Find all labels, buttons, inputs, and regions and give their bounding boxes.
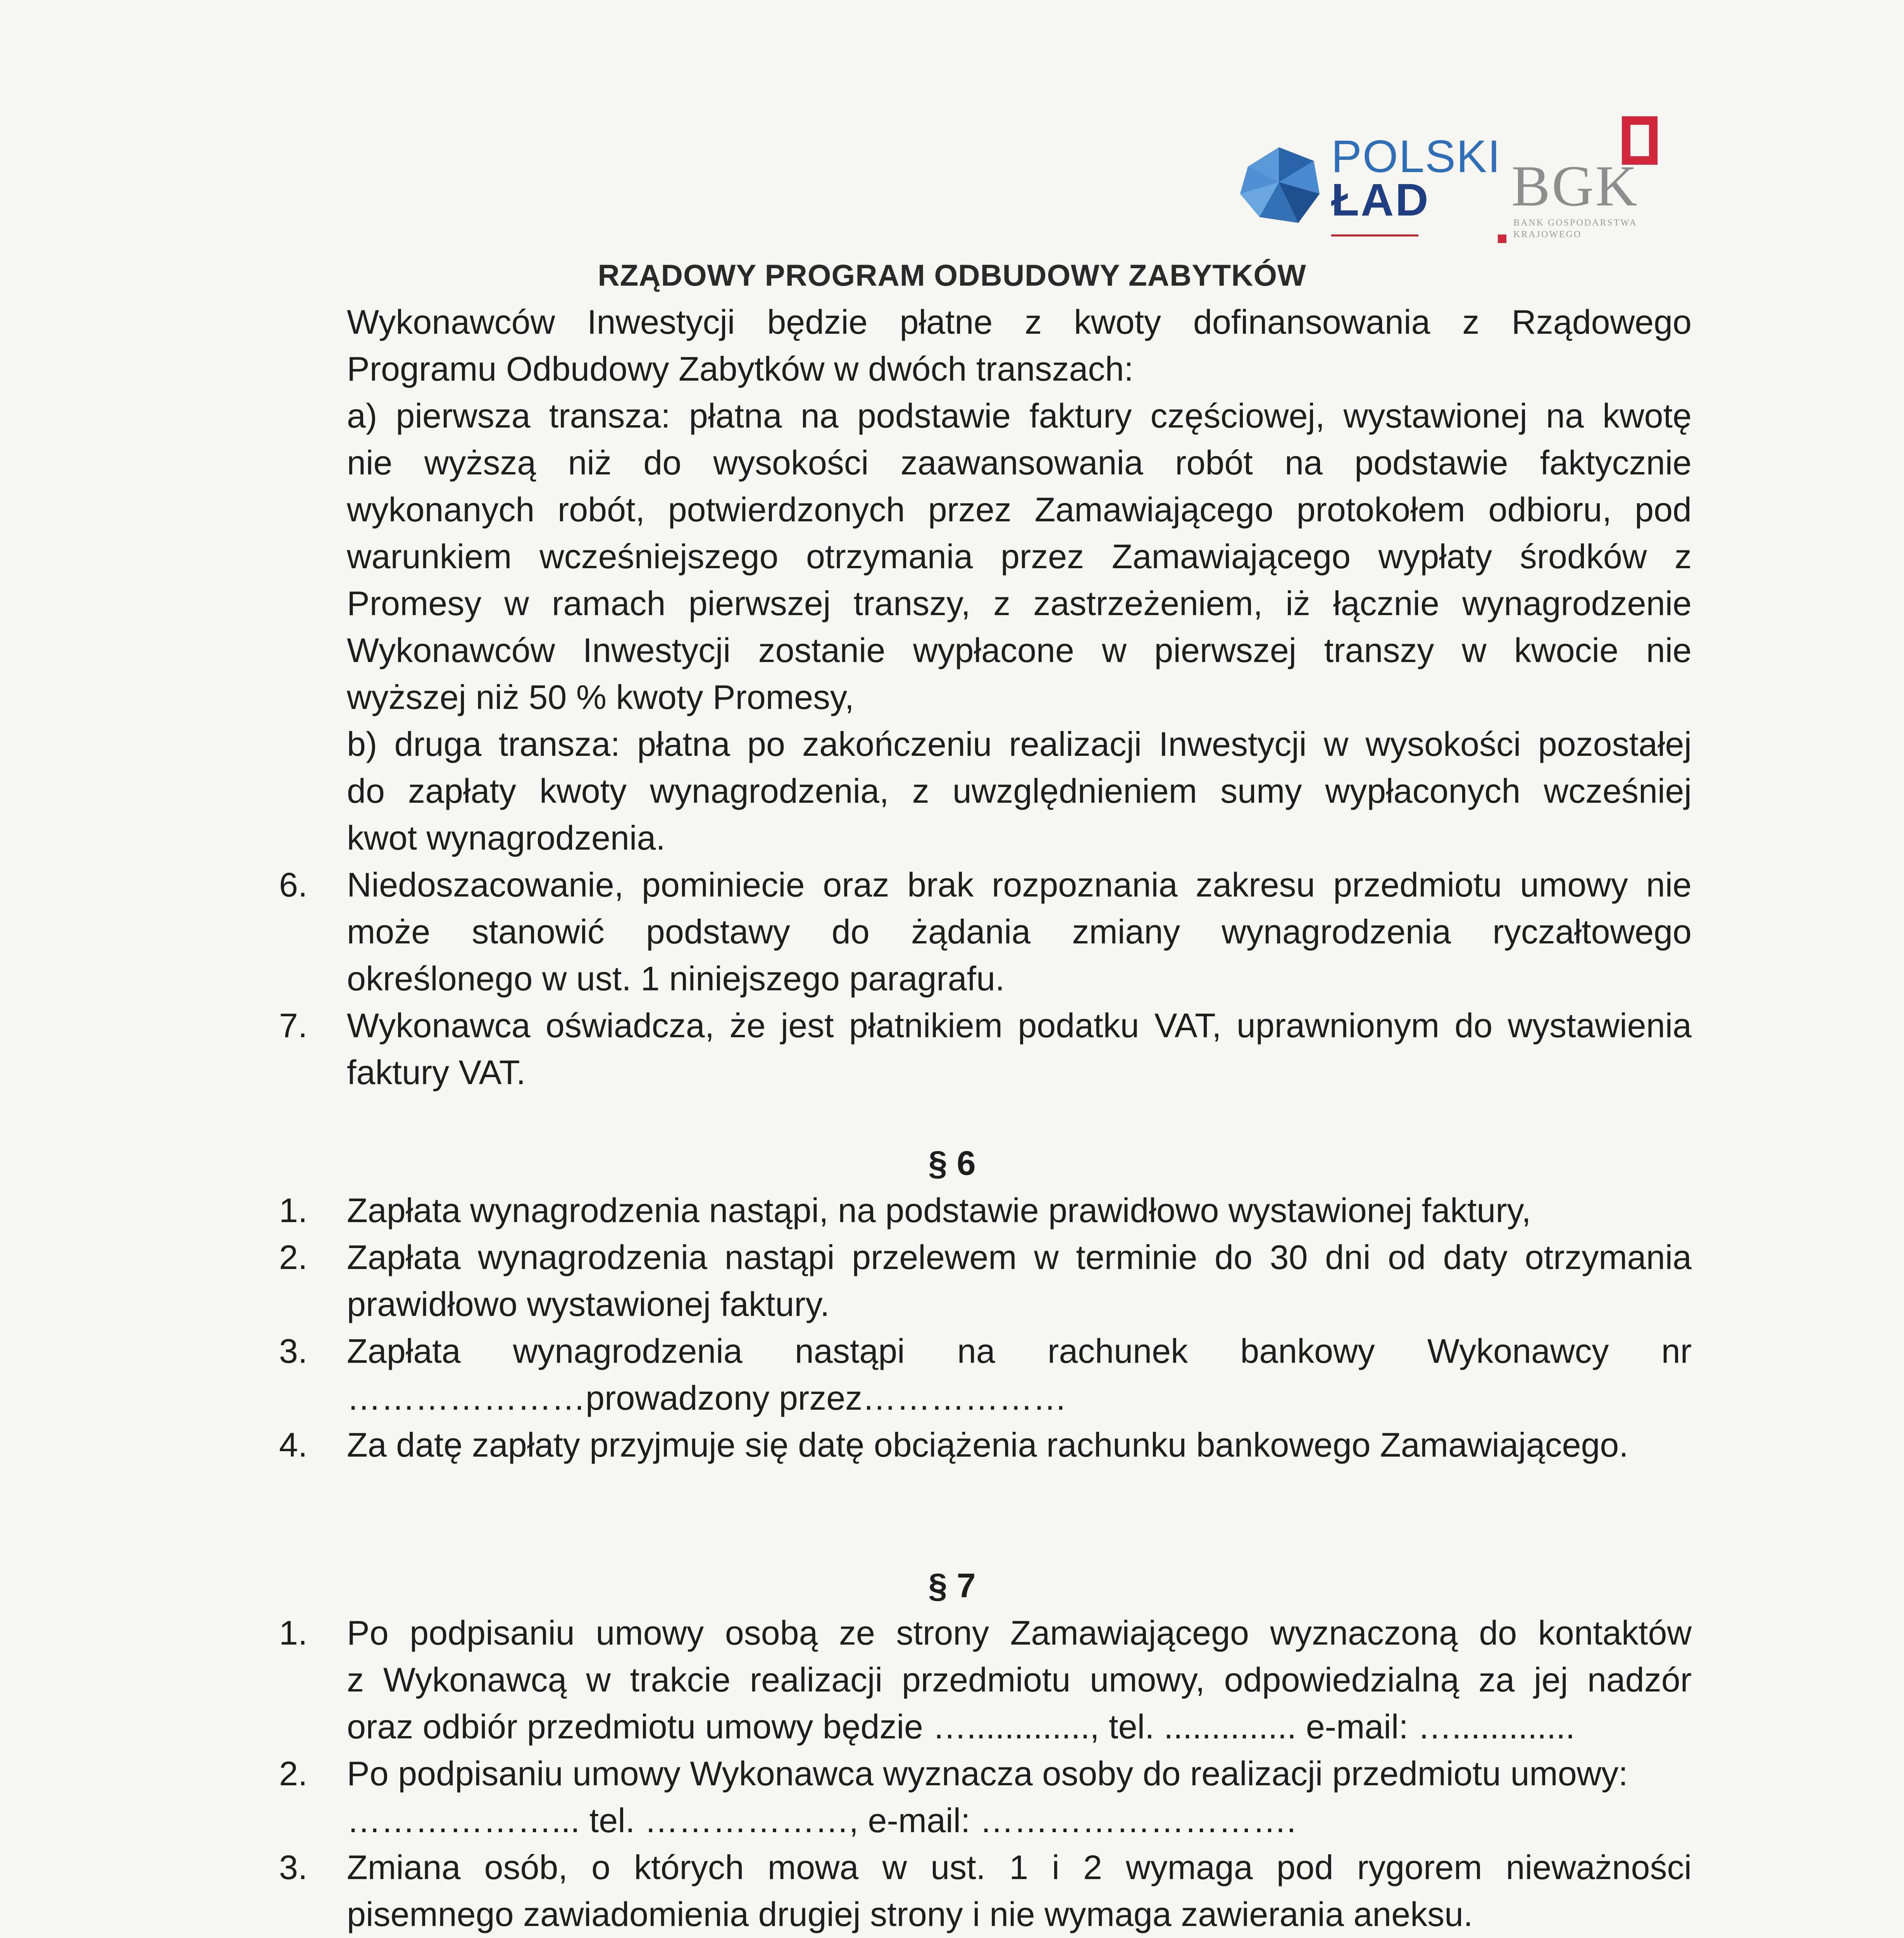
item-number: 6. <box>279 866 308 904</box>
polski-lad-logo-icon <box>1232 140 1325 233</box>
text-line: prawidłowo wystawionej faktury. <box>347 1285 830 1323</box>
list-item <box>347 1002 1692 1096</box>
text-line: oraz odbiór przedmiotu umowy będzie …............., tel. .............. e-mail: …............. <box>347 1707 1575 1746</box>
item-number: 3. <box>279 1848 308 1886</box>
section-heading-7: § 7 <box>928 1566 976 1605</box>
text-line: Wykonawców Inwestycji będzie płatne z kwoty dofinansowania z Rządowego <box>347 303 1692 341</box>
lad-text: ŁAD <box>1331 174 1430 226</box>
intro-paragraph <box>347 298 1692 861</box>
text-line: Po podpisaniu umowy osobą ze strony Zamawiającego wyznaczoną do kontaktów <box>347 1614 1692 1652</box>
polski-text: POLSKI <box>1331 131 1501 182</box>
text-line: wykonanych robót, potwierdzonych przez Zamawiającego protokołem odbioru, pod <box>347 490 1692 529</box>
bgk-square-icon <box>1622 116 1658 165</box>
bgk-dot-icon <box>1498 234 1506 243</box>
item-number: 1. <box>279 1614 308 1652</box>
list-item <box>347 1187 1692 1234</box>
text-line: Zapłata wynagrodzenia nastąpi na rachunek bankowy Wykonawcy nr <box>347 1332 1692 1370</box>
item-number: 2. <box>279 1238 308 1276</box>
text-line: pisemnego zawiadomienia drugiej strony i nie wymaga zawierania aneksu. <box>347 1895 1473 1933</box>
item-number: 2. <box>279 1754 308 1793</box>
text-line: Za datę zapłaty przyjmuje się datę obciążenia rachunku bankowego Zamawiającego. <box>347 1426 1628 1464</box>
text-line: Promesy w ramach pierwszej transzy, z zastrzeżeniem, iż łącznie wynagrodzenie <box>347 584 1692 622</box>
text-line: może stanowić podstawy do żądania zmiany wynagrodzenia ryczałtowego <box>347 912 1692 951</box>
text-line: określonego w ust. 1 niniejszego paragrafu. <box>347 959 1005 998</box>
text-line: faktury VAT. <box>347 1053 526 1091</box>
header-logos <box>1232 116 1697 244</box>
text-line: warunkiem wcześniejszego otrzymania przez Zamawiającego wypłaty środków z <box>347 537 1692 576</box>
text-line: do zapłaty kwoty wynagrodzenia, z uwzględnieniem sumy wypłaconych wcześniej <box>347 772 1692 810</box>
section-heading-6: § 6 <box>928 1144 976 1182</box>
bgk-sub-line-1: BANK GOSPODARSTWA <box>1513 218 1637 228</box>
bgk-sub-line-2: KRAJOWEGO <box>1513 229 1582 240</box>
text-line: Niedoszacowanie, pominiecie oraz brak rozpoznania zakresu przedmiotu umowy nie <box>347 866 1692 904</box>
item-number: 1. <box>279 1191 308 1229</box>
text-line: nie wyższą niż do wysokości zaawansowania robót na podstawie faktycznie <box>347 443 1692 482</box>
polski-lad-wordmark <box>1331 131 1501 226</box>
list-item <box>347 1750 1692 1844</box>
bgk-wordmark: BGK <box>1511 154 1639 218</box>
bgk-subtitle <box>1513 217 1637 240</box>
text-line: wyższej niż 50 % kwoty Promesy, <box>347 678 854 716</box>
text-line: a) pierwsza transza: płatna na podstawie faktury częściowej, wystawionej na kwotę <box>347 397 1692 435</box>
item-number: 3. <box>279 1332 308 1370</box>
text-line: b) druga transza: płatna po zakończeniu realizacji Inwestycji w wysokości pozostałej <box>347 725 1692 763</box>
text-line: kwot wynagrodzenia. <box>347 819 665 857</box>
item-number: 4. <box>279 1426 308 1464</box>
text-line: …………………prowadzony przez……………… <box>347 1379 1067 1417</box>
list-item <box>347 1844 1692 1938</box>
text-line: Po podpisaniu umowy Wykonawca wyznacza osoby do realizacji przedmiotu umowy: <box>347 1754 1628 1793</box>
text-line: Zmiana osób, o których mowa w ust. 1 i 2 wymaga pod rygorem nieważności <box>347 1848 1692 1886</box>
list-item <box>347 1234 1692 1328</box>
list-item <box>347 1609 1692 1750</box>
list-item <box>347 1328 1692 1421</box>
text-line: Programu Odbudowy Zabytków w dwóch transzach: <box>347 350 1134 388</box>
text-line: Wykonawca oświadcza, że jest płatnikiem podatku VAT, uprawnionym do wystawienia <box>347 1006 1692 1045</box>
text-line: z Wykonawcą w trakcie realizacji przedmiotu umowy, odpowiedzialną za jej nadzór <box>347 1660 1692 1699</box>
list-item <box>347 1421 1692 1468</box>
text-line: ………………... tel. ………………, e-mail: ………………………. <box>347 1801 1296 1840</box>
text-line: Zapłata wynagrodzenia nastąpi przelewem w terminie do 30 dni od daty otrzymania <box>347 1238 1692 1276</box>
item-number: 7. <box>279 1006 308 1045</box>
text-line: Zapłata wynagrodzenia nastąpi, na podstawie prawidłowo wystawionej faktury, <box>347 1191 1531 1229</box>
text-line: Wykonawców Inwestycji zostanie wypłacone w pierwszej transzy w kwocie nie <box>347 631 1692 669</box>
polski-lad-underline <box>1331 234 1418 236</box>
list-item <box>347 861 1692 1002</box>
program-title: RZĄDOWY PROGRAM ODBUDOWY ZABYTKÓW <box>598 258 1306 292</box>
